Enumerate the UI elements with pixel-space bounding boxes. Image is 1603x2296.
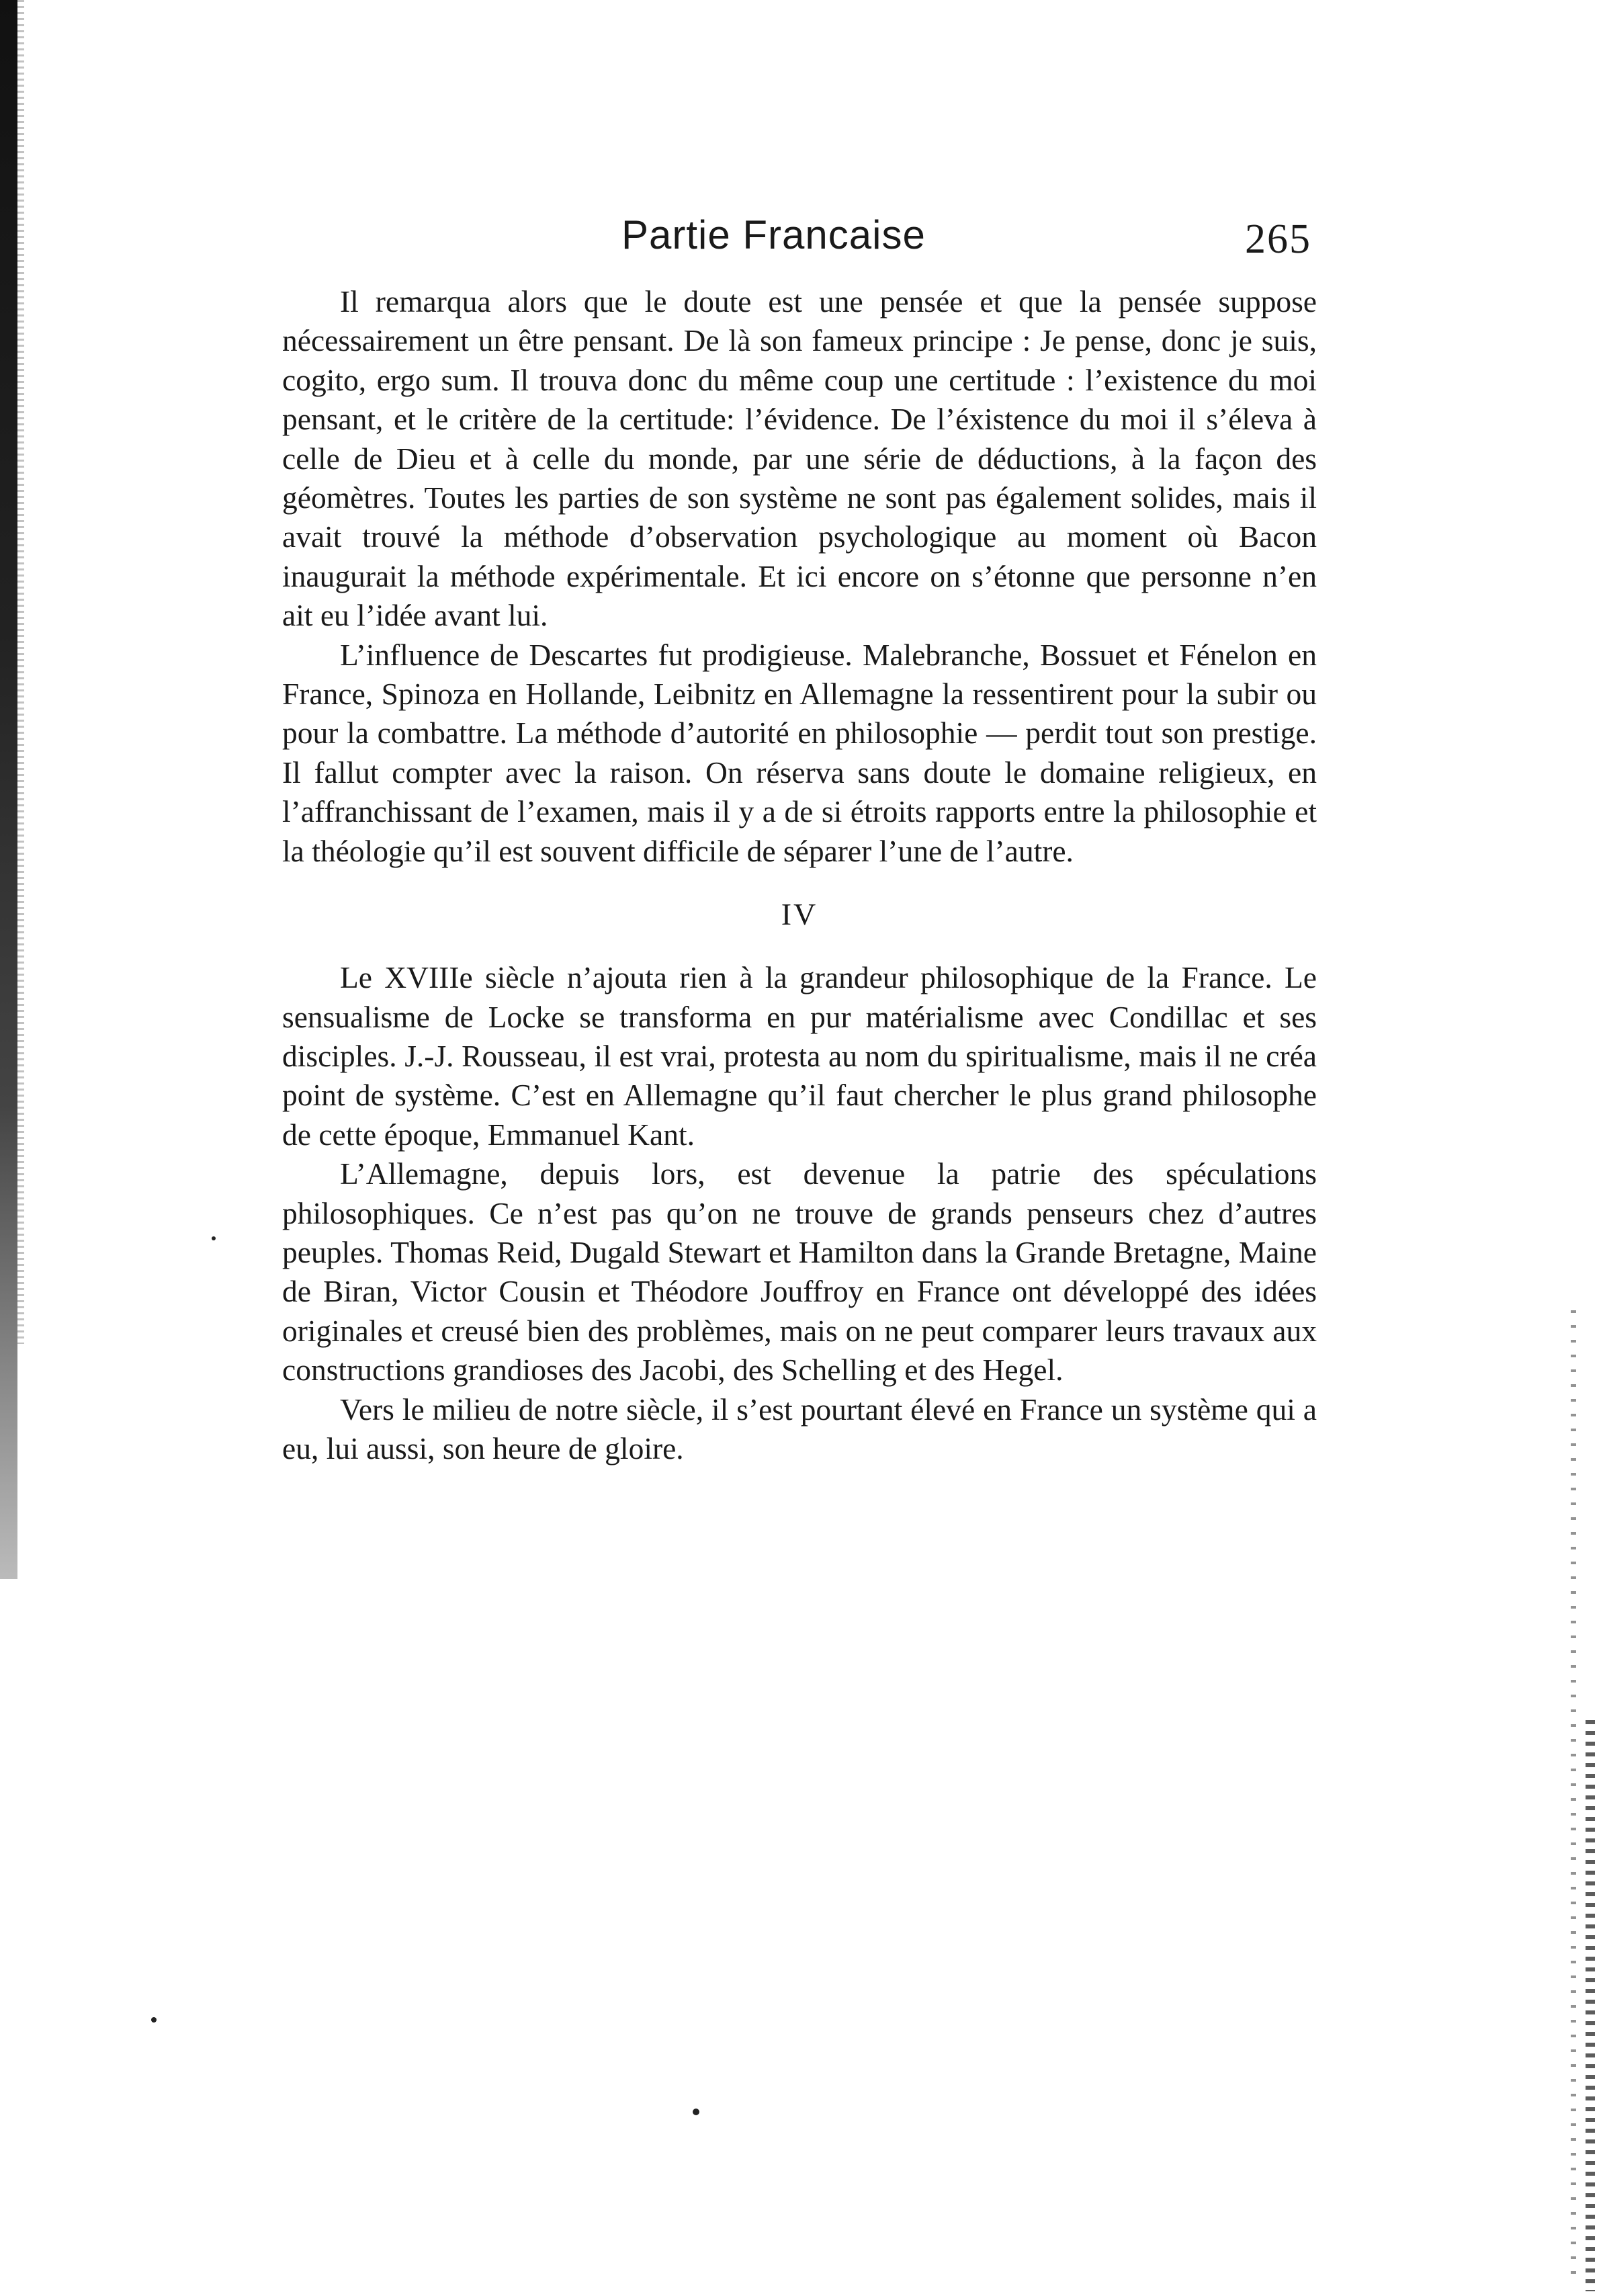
scan-binding-edge: [0, 0, 17, 1579]
page-body: [282, 282, 1317, 1468]
page-number: 265: [1245, 216, 1311, 262]
stray-mark: [151, 2017, 157, 2023]
scan-right-edge-speckle: [1571, 1310, 1576, 2285]
section-heading: IV: [781, 897, 818, 932]
stray-mark: [212, 1236, 216, 1240]
paragraph-milieu-siecle: Vers le milieu de notre siècle, il s’est pourtant élevé en France un système qui a eu, lui aussi, son heure de gloire.: [282, 1392, 1317, 1465]
scan-binding-shadow: [17, 0, 24, 1344]
paragraph-xviiie-siecle: Le XVIIIe siècle n’ajouta rien à la grandeur philosophique de la France. Le sensualisme de Locke se transforma en pur matérialisme avec Condillac et ses disciples. J.-J. Rousseau, il est vrai, protesta au nom du spiritualisme, mais il ne créa point de système. C’est en Allemagne qu’il faut chercher le plus grand philosophe de cette époque, Emmanuel Kant.: [282, 960, 1317, 1152]
running-head: [282, 205, 1317, 265]
stray-mark: [693, 2109, 699, 2115]
running-title: Partie Francaise: [621, 212, 926, 257]
paragraph-influence-descartes: L’influence de Descartes fut prodigieuse. Malebranche, Bossuet et Fénelon en France, Spinoza en Hollande, Leibnitz en Allemagne la ressentirent pour la subir ou pour la combattre. La méthode d’autorité en philosophie — perdit tout son prestige. Il fallut compter avec la raison. On réserva sans doute le domaine religieux, en l’affranchissant de l’examen, mais il y a de si étroits rapports entre la philosophie et la théologie qu’il est souvent difficile de séparer l’une de l’autre.: [282, 637, 1317, 868]
paragraph-doute: Il remarqua alors que le doute est une pensée et que la pensée suppose nécessairement un être pensant. De là son fameux principe : Je pense, donc je suis, cogito, ergo sum. Il trouva donc du même coup une certitude : l’existence du moi pensant, et le critère de la certitude: l’évidence. De l’éxistence du moi il s’éleva à celle de Dieu et à celle du monde, par une série de déductions, à la façon des géomètres. Toutes les parties de son système ne sont pas également solides, mais il avait trouvé la méthode d’observation psychologique au moment où Bacon inaugurait la méthode expérimentale. Et ici encore on s’étonne que personne n’en ait eu l’idée avant lui.: [282, 284, 1317, 633]
scan-right-edge-marks: [1586, 1720, 1595, 2291]
paragraph-allemagne: L’Allemagne, depuis lors, est devenue la patrie des spéculations philosophiques. Ce n’est pas qu’on ne trouve de grands penseurs chez d’autres peuples. Thomas Reid, Dugald Stewart et Hamilton dans la Grande Bretagne, Maine de Biran, Victor Cousin et Théodore Jouffroy en France ont développé des idées originales et creusé bien des problèmes, mais on ne peut comparer leurs travaux aux constructions grandioses des Jacobi, des Schelling et des Hegel.: [282, 1156, 1317, 1388]
